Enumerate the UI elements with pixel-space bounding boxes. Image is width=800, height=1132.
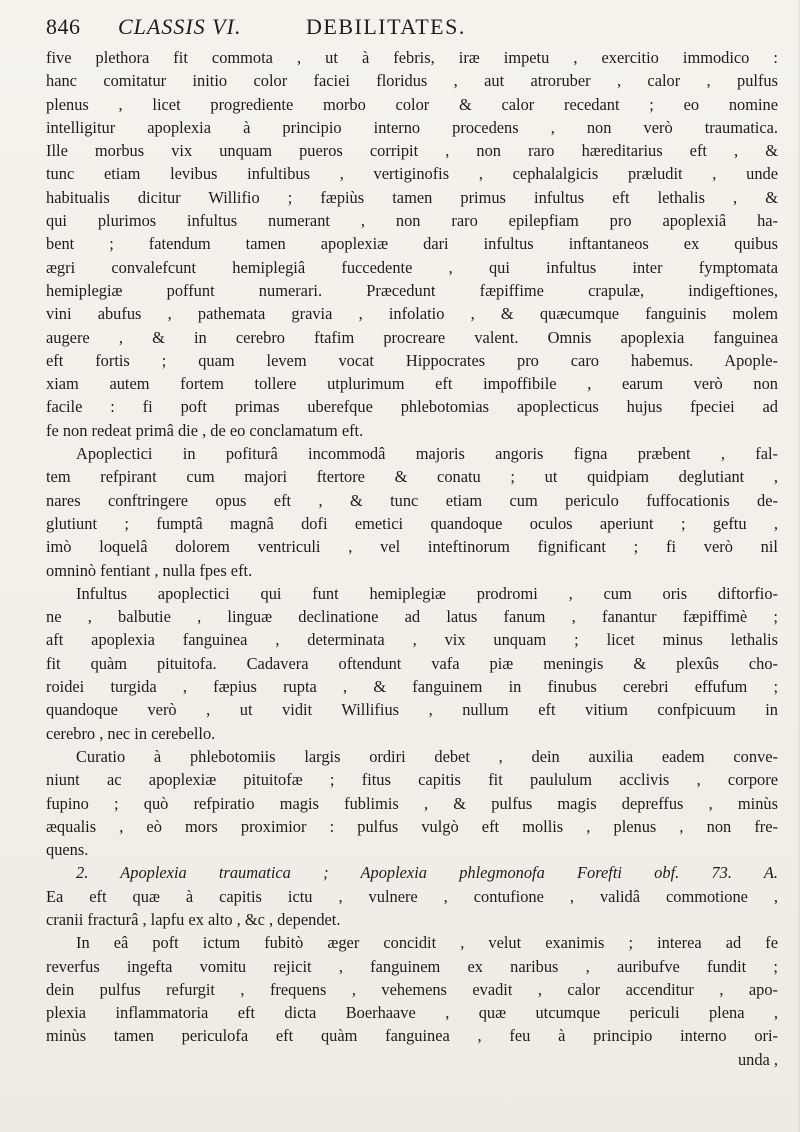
- text-line: dein pulfus refurgit , frequens , vehemens evadit , calor accenditur , apo-: [46, 979, 778, 999]
- text-line: ægri convalefcunt hemiplegiâ fuccedente , qui infultus inter fymptomata: [46, 257, 778, 277]
- paragraph-start-line: Curatio à phlebotomiis largis ordiri debet , dein auxilia eadem conve-: [76, 746, 778, 766]
- text-line: tunc etiam levibus infultibus , vertiginofis , cephalalgicis præludit , unde: [46, 164, 778, 184]
- text-line: minùs tamen periculofa eft quàm fanguinea , feu à principio interno ori-: [46, 1026, 778, 1046]
- text-line: qui plurimos infultus numerant , non raro epilepfiam pro apoplexiâ ha-: [46, 211, 778, 231]
- text-line: aft apoplexia fanguinea , determinata , vix unquam ; licet minus lethalis: [46, 630, 778, 650]
- text-line: ne , balbutie , linguæ declinatione ad latus fanum , fanantur fæpiffimè ;: [46, 607, 778, 627]
- text-line: nares conftringere opus eft , & tunc etiam cum periculo fuffocationis de-: [46, 490, 778, 510]
- text-line: tem refpirant cum majori ftertore & conatu ; ut quidpiam deglutiant ,: [46, 467, 778, 487]
- text-line: imò loquelâ dolorem ventriculi , vel inteftinorum fignificant ; fi verò nil: [46, 537, 778, 557]
- page-number: 846: [46, 14, 81, 39]
- text-line: Ea eft quæ à capitis ictu , vulnere , contufione , validâ commotione ,: [46, 886, 778, 906]
- text-line: Ille morbus vix unquam pueros corripit , non raro hæreditarius eft , &: [46, 141, 778, 161]
- text-line: hemiplegiæ poffunt numerari. Præcedunt fæpiffime crapulæ, indigeftiones,: [46, 280, 778, 300]
- text-line: fupino ; quò refpiratio magis fublimis , & pulfus magis depreffus , minùs: [46, 793, 778, 813]
- text-line: plenus , licet progrediente morbo color & calor recedant ; eo nomine: [46, 94, 778, 114]
- text-line: reverfus ingefta vomitu rejicit , fanguinem ex naribus , auribufve fundit ;: [46, 956, 778, 976]
- text-line: glutiunt ; fumptâ magnâ dofi emetici quandoque oculos aperiunt ; geftu ,: [46, 513, 778, 533]
- text-line: intelligitur apoplexia à principio interno procedens , non verò traumatica.: [46, 117, 778, 137]
- text-line: quandoque verò , ut vidit Willifius , nullum eft vitium confpicuum in: [46, 700, 778, 720]
- text-line: cerebro , nec in cerebello.: [46, 723, 216, 743]
- text-line: augere , & in cerebro ftafim procreare valent. Omnis apoplexia fanguinea: [46, 327, 778, 347]
- text-line: habitualis dicitur Willifio ; fæpiùs tamen primus infultus eft lethalis , &: [46, 187, 778, 207]
- text-line: cranii fracturâ , lapfu ex alto , &c , dependet.: [46, 909, 341, 929]
- text-body: [46, 46, 778, 1071]
- text-line: niunt ac apoplexiæ pituitofæ ; fitus capitis fit paululum acclivis , corpore: [46, 770, 778, 790]
- page-header: [46, 14, 786, 48]
- text-line: eft fortis ; quam levem vocat Hippocrates pro caro habemus. Apople-: [46, 350, 778, 370]
- catchword-line: unda ,: [737, 1049, 778, 1069]
- text-line: plexia inflammatoria eft dicta Boerhaave , quæ utcumque periculi plena ,: [46, 1003, 778, 1023]
- paragraph-start-line: Apoplectici in pofiturâ incommodâ majoris angoris figna præbent , fal-: [76, 444, 778, 464]
- subsection-heading-line: 2. Apoplexia traumatica ; Apoplexia phlegmonofa Forefti obf. 73. A.: [76, 863, 778, 883]
- paragraph-start-line: Infultus apoplectici qui funt hemiplegiæ prodromi , cum oris diftorfio-: [76, 583, 778, 603]
- text-line: fe non redeat primâ die , de eo conclamatum eft.: [46, 420, 364, 440]
- text-line: bent ; fatendum tamen apoplexiæ dari infultus inftantaneos ex quibus: [46, 234, 778, 254]
- class-title: CLASSIS VI.: [118, 14, 242, 39]
- paragraph-start-line: In eâ poft ictum fubitò æger concidit , velut exanimis ; interea ad fe: [76, 933, 778, 953]
- text-line: æqualis , eò mors proximior : pulfus vulgò eft mollis , plenus , non fre-: [46, 816, 778, 836]
- text-line: five plethora fit commota , ut à febris, iræ impetu , exercitio immodico :: [46, 48, 778, 67]
- section-title: DEBILITATES.: [306, 14, 466, 39]
- text-line: omninò fentiant , nulla fpes eft.: [46, 560, 253, 580]
- text-line: fit quàm pituitofa. Cadavera oftendunt vafa piæ meningis & plexûs cho-: [46, 653, 778, 673]
- text-line: facile : fi poft primas uberefque phlebotomias apoplecticus hujus fpeciei ad: [46, 397, 778, 417]
- text-line: xiam autem fortem tollere utplurimum eft impoffibile , earum verò non: [46, 374, 778, 394]
- text-line: roidei turgida , fæpius rupta , & fanguinem in finubus cerebri effufum ;: [46, 677, 778, 697]
- text-line: vini abufus , pathemata gravia , infolatio , & quæcumque fanguinis molem: [46, 304, 778, 324]
- text-line: quens.: [46, 840, 89, 860]
- text-line: hanc comitatur initio color faciei floridus , aut atroruber , calor , pulfus: [46, 71, 778, 91]
